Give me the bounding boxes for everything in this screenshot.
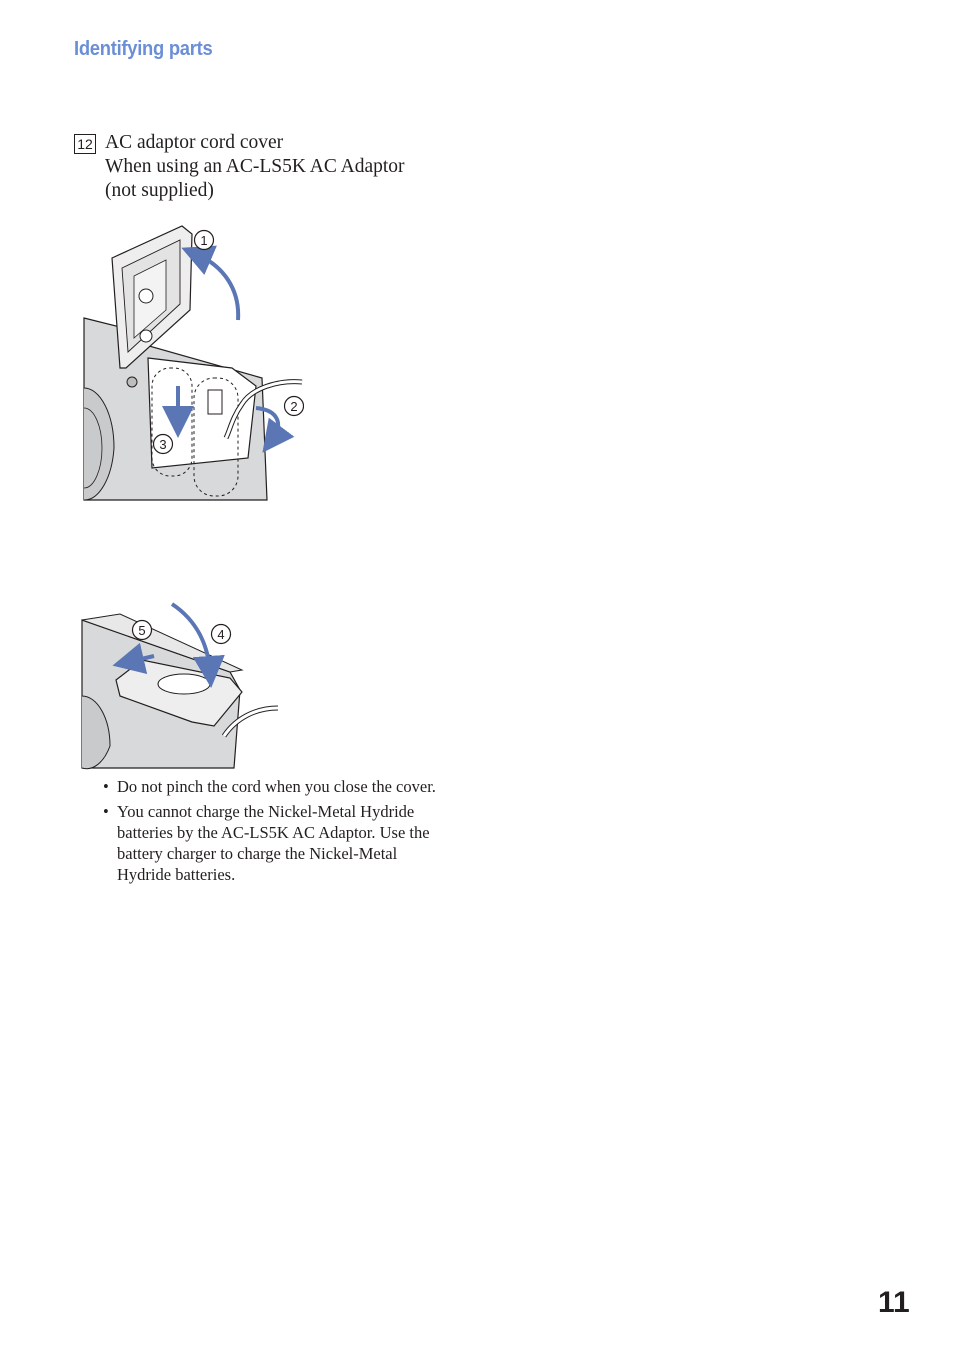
- bullet: •: [103, 802, 109, 821]
- note-item: [103, 776, 443, 797]
- note-text: You cannot charge the Nickel-Metal Hydride batteries by the AC-LS5K AC Adaptor. Use the battery charger to charge the Nickel-Metal Hydride batteries.: [117, 802, 430, 884]
- page-number: 11: [878, 1286, 910, 1319]
- note-item: [103, 801, 443, 885]
- callout-2: [285, 397, 304, 416]
- item-title: AC adaptor cord cover: [105, 132, 284, 153]
- svg-text:2: 2: [290, 399, 298, 414]
- notes-list: [103, 776, 443, 889]
- bullet: •: [103, 777, 109, 796]
- item-description: [105, 131, 405, 203]
- svg-text:4: 4: [217, 627, 225, 642]
- item-number-box: 12: [74, 134, 96, 154]
- svg-text:1: 1: [200, 233, 208, 248]
- svg-text:5: 5: [138, 623, 146, 638]
- item-line: When using an AC-LS5K AC Adaptor: [105, 156, 405, 177]
- note-text: Do not pinch the cord when you close the cover.: [117, 777, 436, 796]
- section-title: Identifying parts: [74, 38, 213, 60]
- callout-4: [212, 625, 231, 644]
- callout-1: [195, 231, 214, 250]
- open-cover-illustration: [82, 218, 304, 502]
- item-line: (not supplied): [105, 180, 214, 201]
- svg-text:3: 3: [159, 437, 167, 452]
- callout-5: [133, 621, 152, 640]
- callout-3: [154, 435, 173, 454]
- arrow-open-cover: [196, 254, 238, 320]
- close-cover-illustration: [80, 600, 280, 770]
